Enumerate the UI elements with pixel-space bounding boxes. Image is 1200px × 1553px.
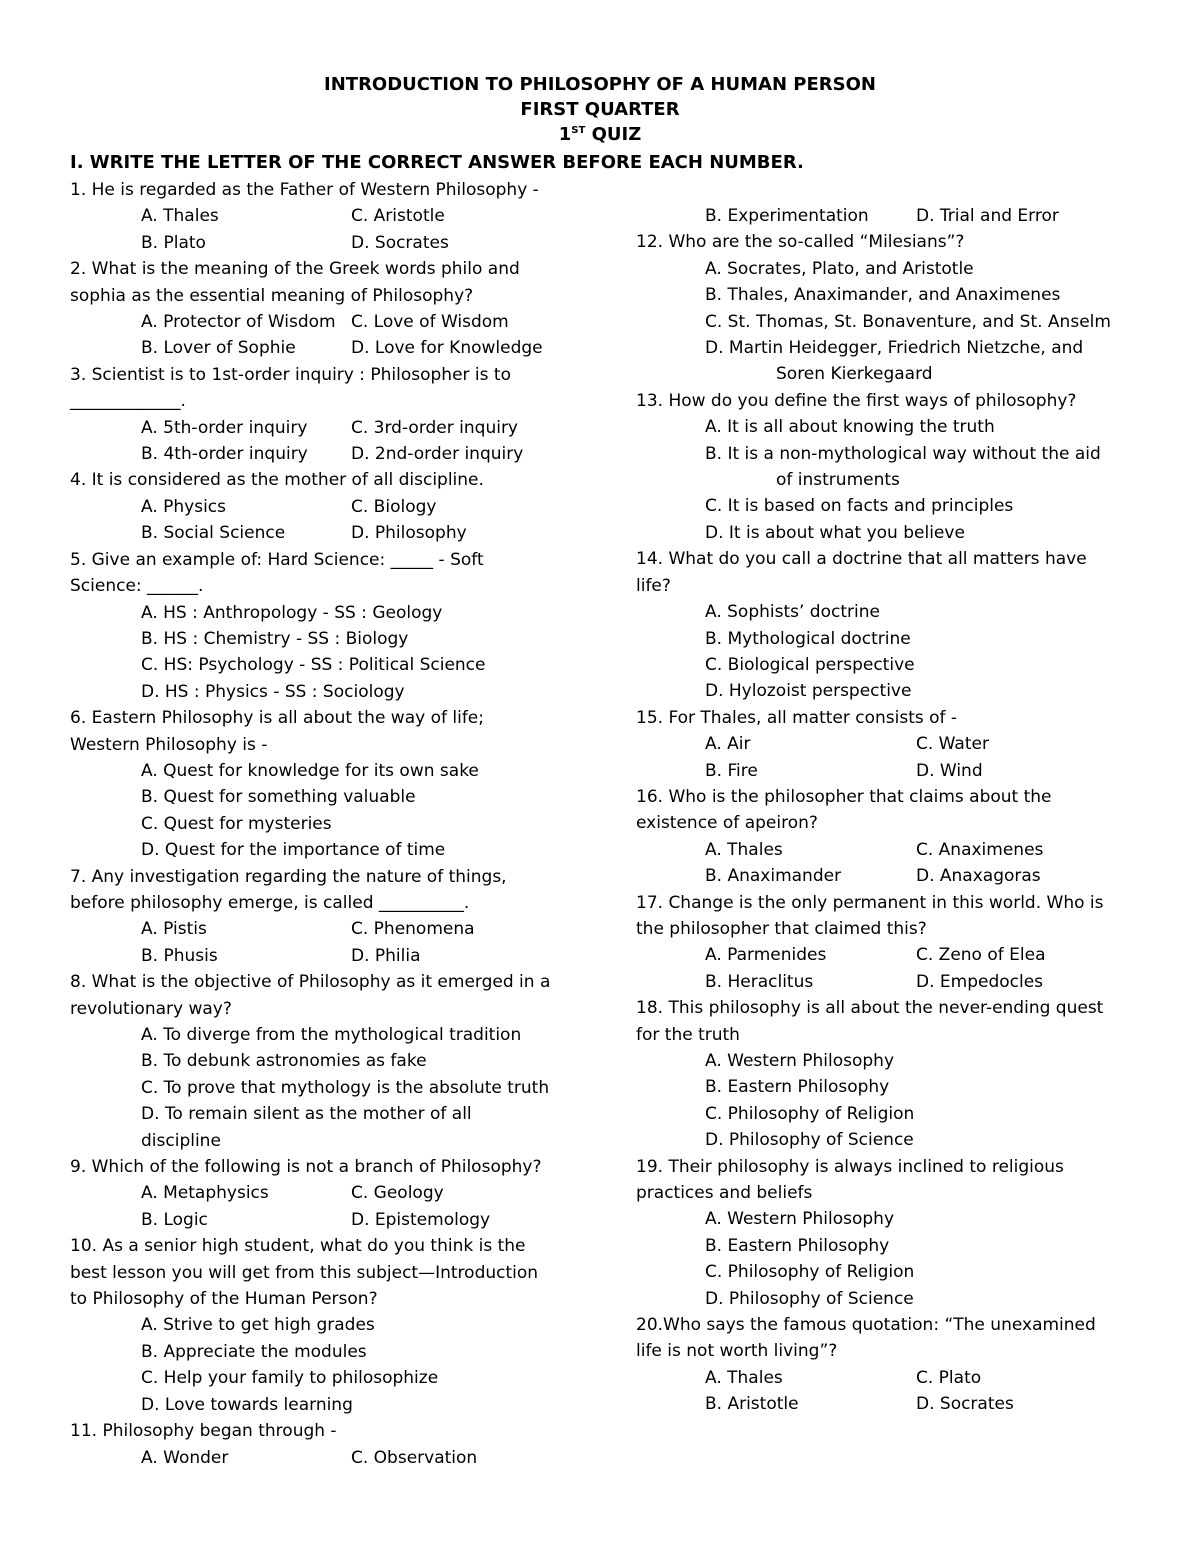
question-5: 5. Give an example of: Hard Science: _____ - Soft Science: ______. A. HS : Anthropology - SS : Geology B. HS : Chemistry - SS : Biology C. HS: Psychology - SS : Political Science D. HS : Physics - SS : Sociology (70, 549, 486, 702)
question-11-continued: B. Experimentation D. Trial and Error (705, 206, 1059, 226)
question-10: 10. As a senior high student, what do you think is the best lesson you will get from this subject—Introduction to Philosophy of the Human Person? A. Strive to get high grades B. Appreciate the modules C. Help your family to philosophize D. Love towards learning (70, 1236, 539, 1415)
question-14: 14. What do you call a doctrine that all matters have life? A. Sophists’ doctrine B. Mythological doctrine C. Biological perspective D. Hylozoist perspective (636, 549, 1087, 702)
question-6: 6. Eastern Philosophy is all about the way of life; Western Philosophy is - A. Quest for knowledge for its own sake B. Quest for something valuable C. Quest for mysteries D. Quest for the importance of time (70, 708, 484, 861)
question-4: 4. It is considered as the mother of all discipline. A. Physics C. Biology B. Social Science D. Philosophy (70, 470, 484, 544)
question-19: 19. Their philosophy is always inclined to religious practices and beliefs A. Western Philosophy B. Eastern Philosophy C. Philosophy of Religion D. Philosophy of Science (636, 1156, 1064, 1309)
document-title: INTRODUCTION TO PHILOSOPHY OF A HUMAN PERSON (324, 74, 876, 95)
instruction-heading: I. WRITE THE LETTER OF THE CORRECT ANSWER BEFORE EACH NUMBER. (70, 152, 804, 173)
question-7: 7. Any investigation regarding the nature of things, before philosophy emerge, is called __________. A. Pistis C. Phenomena B. Phusis D. Philia (70, 866, 507, 966)
question-17: 17. Change is the only permanent in this world. Who is the philosopher that claimed this? A. Parmenides C. Zeno of Elea B. Heraclitus D. Empedocles (636, 892, 1104, 992)
question-1: 1. He is regarded as the Father of Western Philosophy - A. Thales C. Aristotle B. Plato D. Socrates (70, 180, 539, 253)
question-11: 11. Philosophy began through - A. Wonder C. Observation (70, 1421, 478, 1468)
question-16: 16. Who is the philosopher that claims about the existence of apeiron? A. Thales C. Anaximenes B. Anaximander D. Anaxagoras (636, 786, 1052, 887)
document-quarter: FIRST QUARTER (520, 99, 680, 120)
question-20: 20.Who says the famous quotation: “The unexamined life is not worth living”? A. Thales C. Plato B. Aristotle D. Socrates (636, 1315, 1096, 1415)
document-header (0, 72, 1200, 147)
right-column (636, 203, 1136, 1418)
question-13: 13. How do you define the first ways of philosophy? A. It is all about knowing the truth B. It is a non-mythological way without the aid of instruments C. It is based on facts and principles D. It is about what you believe (636, 390, 1101, 543)
quiz-label: 1ST QUIZ (558, 124, 642, 145)
question-18: 18. This philosophy is all about the never-ending quest for the truth A. Western Philosophy B. Eastern Philosophy C. Philosophy of Religion D. Philosophy of Science (636, 998, 1104, 1151)
question-2: 2. What is the meaning of the Greek words philo and sophia as the essential meaning of Philosophy? A. Protector of Wisdom C. Love of Wisdom B. Lover of Sophie D. Love for Knowledge (70, 259, 543, 359)
question-12: 12. Who are the so-called “Milesians”? A. Socrates, Plato, and Aristotle B. Thales, Anaximander, and Anaximenes C. St. Thomas, St. Bonaventure, and St. Anselm D. Martin Heidegger, Friedrich Nietzche, and Soren Kierkegaard (636, 232, 1111, 385)
question-9: 9. Which of the following is not a branch of Philosophy? A. Metaphysics C. Geology B. Logic D. Epistemology (70, 1157, 542, 1230)
left-column (70, 177, 580, 1471)
question-3: 3. Scientist is to 1st-order inquiry : Philosopher is to _____________. A. 5th-order inquiry C. 3rd-order inquiry B. 4th-order inquiry D. 2nd-order inquiry (70, 364, 524, 465)
question-15: 15. For Thales, all matter consists of - A. Air C. Water B. Fire D. Wind (636, 707, 989, 781)
question-8: 8. What is the objective of Philosophy as it emerged in a revolutionary way? A. To diverge from the mythological tradition B. To debunk astronomies as fake C. To prove that mythology is the absolute truth D. To remain silent as the mother of all discipline (70, 972, 551, 1151)
